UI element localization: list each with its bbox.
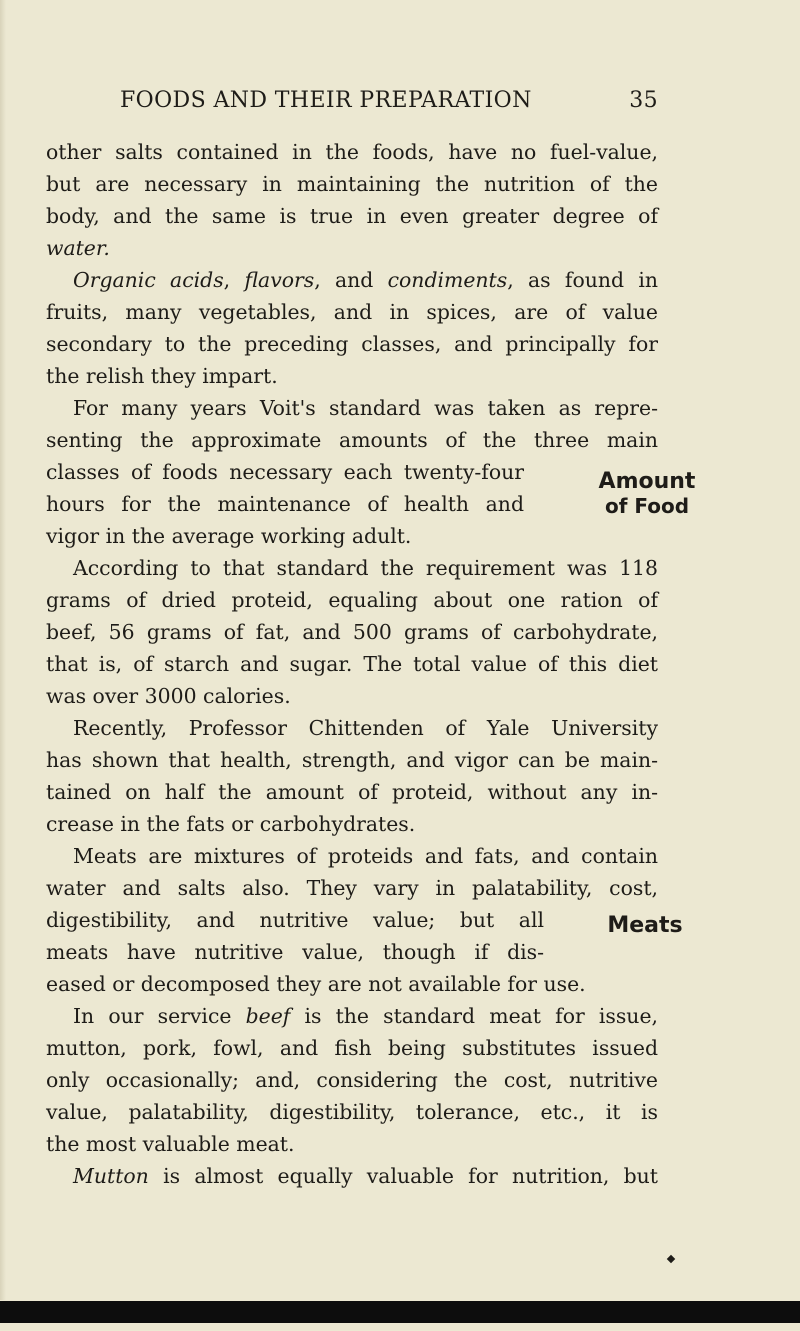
sidenote-amount-line2: of Food bbox=[604, 494, 690, 518]
text-line: eased or decomposed they are not available for use. bbox=[46, 972, 586, 996]
text-line: fruits, many vegetables, and in spices, are of value bbox=[46, 300, 658, 324]
text-line: tained on half the amount of proteid, without any in- bbox=[46, 780, 658, 804]
scan-edge-band bbox=[0, 1301, 800, 1323]
text-line: mutton, pork, fowl, and fish being substitutes issued bbox=[46, 1036, 658, 1060]
running-header-title: FOODS AND THEIR PREPARATION bbox=[120, 88, 532, 113]
page-gutter-shadow bbox=[0, 0, 6, 1300]
text-line: Mutton is almost equally valuable for nutrition, but bbox=[73, 1164, 658, 1188]
text-line: has shown that health, strength, and vigor can be main- bbox=[46, 748, 658, 772]
page-number: 35 bbox=[629, 88, 658, 113]
text-line: beef, 56 grams of fat, and 500 grams of carbohydrate, bbox=[46, 620, 658, 644]
text-line: but are necessary in maintaining the nutrition of the bbox=[46, 172, 658, 196]
text-line: water and salts also. They vary in palatability, cost, bbox=[46, 876, 658, 900]
text-line: Organic acids, flavors, and condiments, as found in bbox=[73, 268, 658, 292]
text-line: the most valuable meat. bbox=[46, 1132, 295, 1156]
text-line: vigor in the average working adult. bbox=[46, 524, 412, 548]
text-line: that is, of starch and sugar. The total value of this diet bbox=[46, 652, 658, 676]
text-line: was over 3000 calories. bbox=[46, 684, 291, 708]
text-line: For many years Voit's standard was taken as repre- bbox=[73, 396, 658, 420]
printer-mark-icon bbox=[667, 1255, 675, 1263]
text-line: only occasionally; and, considering the cost, nutritive bbox=[46, 1068, 658, 1092]
text-line: secondary to the preceding classes, and principally for bbox=[46, 332, 658, 356]
text-line: According to that standard the requirement was 118 bbox=[73, 556, 658, 580]
text-line: meats have nutritive value, though if dis- bbox=[46, 940, 544, 964]
text-line: body, and the same is true in even greater degree of bbox=[46, 204, 658, 228]
text-line: crease in the fats or carbohydrates. bbox=[46, 812, 416, 836]
text-line: other salts contained in the foods, have no fuel-value, bbox=[46, 140, 658, 164]
text-line: In our service beef is the standard meat for issue, bbox=[73, 1004, 658, 1028]
text-line: the relish they impart. bbox=[46, 364, 278, 388]
sidenote-amount-of-food bbox=[577, 470, 717, 518]
text-line: digestibility, and nutritive value; but all bbox=[46, 908, 544, 932]
sidenote-meats: Meats bbox=[607, 913, 683, 938]
text-line: hours for the maintenance of health and bbox=[46, 492, 524, 516]
text-line: grams of dried proteid, equaling about one ration of bbox=[46, 588, 658, 612]
text-line: value, palatability, digestibility, tolerance, etc., it is bbox=[46, 1100, 658, 1124]
text-line: senting the approximate amounts of the three main bbox=[46, 428, 658, 452]
text-line: water. bbox=[46, 236, 110, 260]
sidenote-amount-line1: Amount bbox=[598, 469, 696, 494]
text-line: Recently, Professor Chittenden of Yale University bbox=[73, 716, 658, 740]
running-header bbox=[46, 88, 658, 122]
text-line: Meats are mixtures of proteids and fats, and contain bbox=[73, 844, 658, 868]
text-line: classes of foods necessary each twenty-four bbox=[46, 460, 524, 484]
